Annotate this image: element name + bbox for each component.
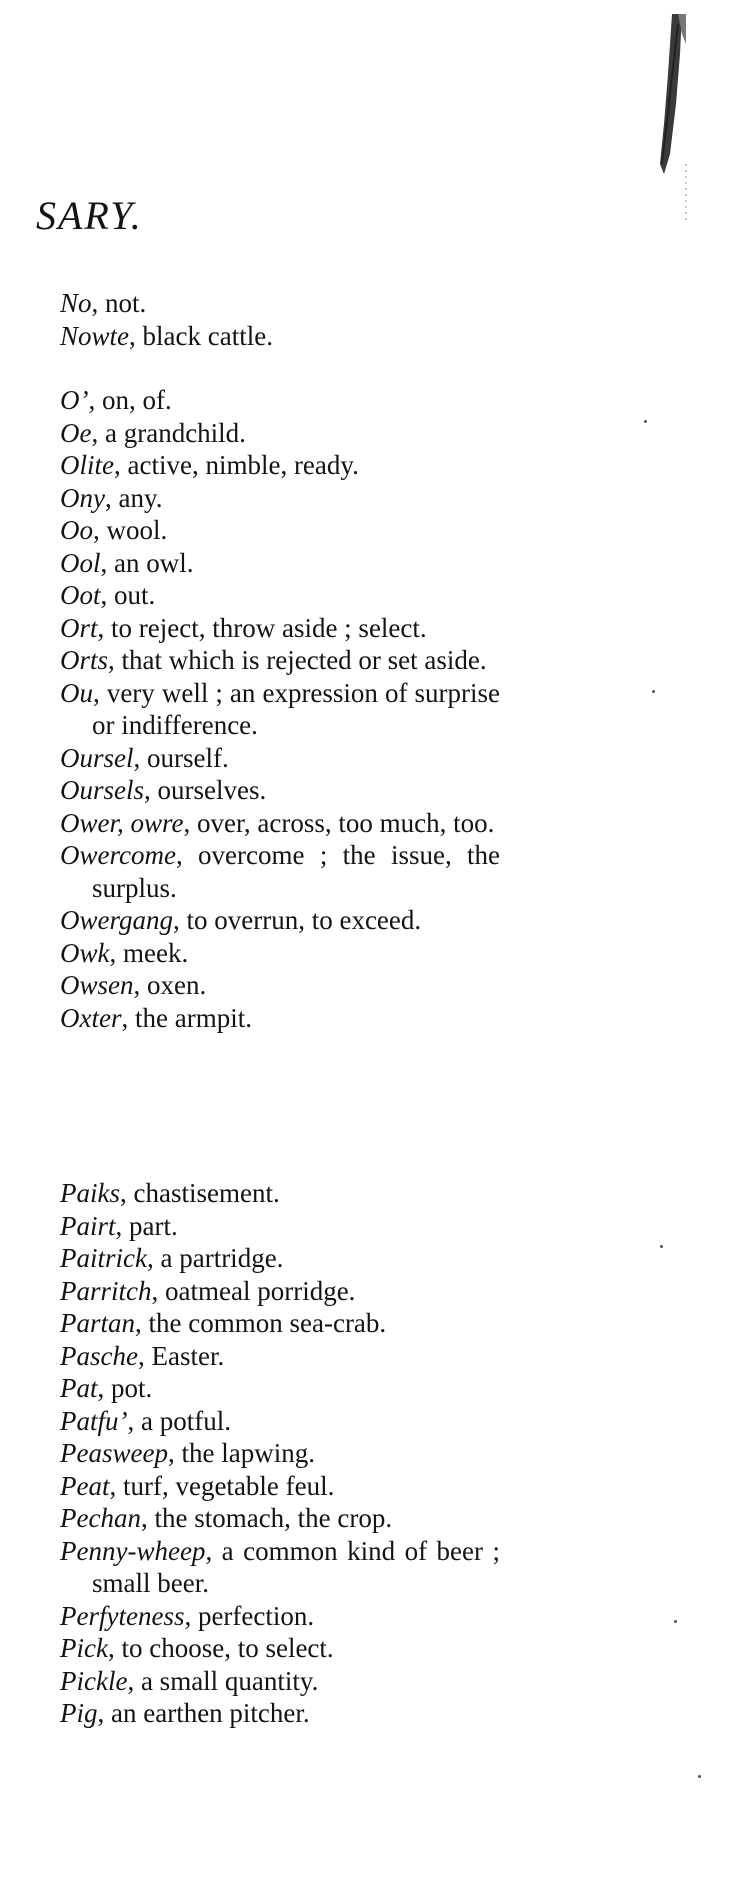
entry-headword: Oursel bbox=[60, 742, 134, 773]
entry-headword: Oo bbox=[60, 515, 93, 545]
entry-definition: perfection. bbox=[197, 1600, 315, 1631]
entry-headword: Pickle bbox=[60, 1665, 128, 1696]
entry-separator: , bbox=[127, 1405, 141, 1436]
glossary-entry bbox=[60, 1340, 500, 1373]
entry-separator: , bbox=[104, 482, 119, 513]
entry-headword: Oxter bbox=[60, 1002, 122, 1033]
entry-separator: , bbox=[151, 1275, 165, 1306]
entry-separator: , bbox=[108, 645, 122, 675]
entry-definition: Easter. bbox=[151, 1340, 225, 1371]
entry-headword: Oursels bbox=[60, 775, 145, 805]
entry-separator: , bbox=[140, 1503, 155, 1533]
entry-separator: , bbox=[144, 775, 158, 805]
glossary-entry bbox=[60, 482, 500, 515]
running-header: SARY. bbox=[36, 193, 143, 238]
entry-headword: O’ bbox=[60, 385, 89, 415]
entry-headword: Orts bbox=[60, 645, 109, 675]
entry-separator: , bbox=[137, 1340, 152, 1371]
entry-headword: Owsen bbox=[60, 970, 134, 1000]
glossary-entry bbox=[60, 1470, 500, 1503]
glossary-entry bbox=[60, 937, 500, 970]
entry-headword: Owk bbox=[60, 937, 110, 968]
entry-definition: overcome ; the issue, the surplus. bbox=[92, 840, 501, 903]
entry-definition: that which is rejected or set aside. bbox=[121, 645, 487, 675]
glossary-entry bbox=[60, 1210, 500, 1243]
glossary-entry bbox=[60, 742, 500, 775]
entry-separator: , bbox=[129, 320, 143, 351]
margin-speck bbox=[652, 690, 655, 693]
glossary-entry bbox=[60, 1535, 500, 1600]
entry-separator: , bbox=[100, 547, 114, 578]
glossary-entry bbox=[60, 547, 500, 580]
entry-headword: Peasweep bbox=[60, 1438, 168, 1468]
entry-headword: Owercome bbox=[60, 840, 176, 870]
glossary-entry bbox=[60, 677, 500, 742]
entry-definition: a small quantity. bbox=[140, 1665, 319, 1696]
entry-headword: Ower, owre bbox=[60, 807, 184, 838]
entry-definition: to choose, to select. bbox=[121, 1633, 334, 1663]
entry-separator: , bbox=[93, 515, 107, 545]
entry-definition: to overrun, to exceed. bbox=[186, 905, 422, 935]
entry-definition: meek. bbox=[123, 937, 189, 968]
glossary-entry bbox=[60, 579, 500, 612]
entry-headword: Paiks bbox=[60, 1178, 120, 1208]
glossary-entry bbox=[60, 1600, 500, 1633]
entry-definition: the armpit. bbox=[134, 1002, 252, 1033]
glossary-entry bbox=[60, 1242, 500, 1275]
glossary-entry bbox=[60, 1002, 500, 1035]
entry-definition: an earthen pitcher. bbox=[111, 1698, 310, 1728]
entry-separator: , bbox=[109, 937, 123, 968]
entry-separator: , bbox=[167, 1438, 182, 1468]
entry-definition: chastisement. bbox=[133, 1178, 280, 1208]
glossary-entry bbox=[60, 1372, 500, 1405]
entry-headword: Patfu’ bbox=[60, 1405, 128, 1436]
entry-separator: , bbox=[135, 1308, 149, 1338]
entry-definition: oxen. bbox=[147, 970, 207, 1000]
entry-definition: active, nimble, ready. bbox=[127, 450, 359, 480]
entry-headword: Owergang bbox=[60, 905, 173, 935]
entry-headword: Ool bbox=[60, 547, 101, 578]
entry-definition: an owl. bbox=[114, 547, 194, 578]
entry-definition: wool. bbox=[106, 515, 168, 545]
glossary-entry bbox=[60, 807, 500, 840]
entry-separator: , bbox=[100, 580, 114, 610]
entry-headword: Penny-wheep bbox=[60, 1535, 206, 1566]
entry-separator: , bbox=[184, 1600, 198, 1631]
entry-headword: Olite bbox=[60, 450, 114, 480]
entry-separator: , bbox=[121, 1002, 135, 1033]
margin-speck bbox=[644, 420, 647, 423]
glossary-entry bbox=[60, 1632, 500, 1665]
entry-headword: Ort bbox=[60, 612, 98, 643]
entry-separator: , bbox=[183, 807, 198, 838]
glossary-entry bbox=[60, 774, 500, 807]
glossary-entry bbox=[60, 644, 500, 677]
entry-headword: Perfyteness bbox=[60, 1600, 185, 1631]
entry-separator: , bbox=[173, 905, 187, 935]
entry-definition: black cattle. bbox=[142, 320, 273, 351]
glossary-entry bbox=[60, 1665, 500, 1698]
entry-separator: , bbox=[91, 288, 106, 318]
entry-definition: a potful. bbox=[141, 1405, 231, 1436]
entry-definition: a grandchild. bbox=[104, 417, 246, 448]
entry-separator: , bbox=[97, 1698, 111, 1728]
glossary-group-o bbox=[60, 384, 500, 1034]
entry-definition: pot. bbox=[111, 1373, 153, 1403]
glossary-entry bbox=[60, 320, 500, 353]
entry-separator: , bbox=[114, 450, 128, 480]
entry-definition: not. bbox=[105, 288, 147, 318]
glossary-entry bbox=[60, 1307, 500, 1340]
glossary-entry bbox=[60, 969, 500, 1002]
entry-definition: a partridge. bbox=[160, 1243, 284, 1273]
entry-headword: Pairt bbox=[60, 1210, 116, 1241]
entry-definition: ourselves. bbox=[157, 775, 267, 805]
glossary-entry bbox=[60, 449, 500, 482]
entry-headword: Nowte bbox=[60, 320, 130, 351]
glossary-group-n bbox=[60, 287, 500, 352]
entry-separator: , bbox=[88, 385, 102, 415]
page-edge-shadow bbox=[656, 14, 734, 274]
entry-separator: , bbox=[97, 612, 112, 643]
glossary-entry bbox=[60, 1697, 500, 1730]
entry-headword: Paitrick bbox=[60, 1243, 147, 1273]
entry-headword: Ony bbox=[60, 482, 105, 513]
glossary-entry bbox=[60, 384, 500, 417]
entry-separator: , bbox=[91, 417, 105, 448]
entry-definition: the common sea-crab. bbox=[148, 1308, 387, 1338]
entry-headword: Oe bbox=[60, 417, 92, 448]
entry-definition: part. bbox=[129, 1210, 178, 1241]
entry-headword: No bbox=[60, 288, 92, 318]
entry-headword: Pasche bbox=[60, 1340, 138, 1371]
glossary-group-p bbox=[60, 1177, 500, 1730]
margin-speck bbox=[674, 1620, 677, 1623]
glossary-entry bbox=[60, 1502, 500, 1535]
entry-separator: , bbox=[93, 677, 107, 708]
glossary-entry bbox=[60, 1275, 500, 1308]
entry-headword: Pat bbox=[60, 1373, 98, 1403]
entry-headword: Parritch bbox=[60, 1275, 152, 1306]
entry-definition: very well ; an expression of surprise or indifference. bbox=[92, 677, 501, 740]
glossary-entry bbox=[60, 417, 500, 450]
entry-definition: the lapwing. bbox=[181, 1438, 315, 1468]
margin-speck bbox=[698, 1775, 701, 1778]
entry-separator: , bbox=[127, 1665, 141, 1696]
entry-separator: , bbox=[120, 1178, 134, 1208]
glossary-entry bbox=[60, 1437, 500, 1470]
entry-headword: Peat bbox=[60, 1470, 110, 1501]
entry-separator: , bbox=[205, 1535, 222, 1566]
entry-definition: turf, vegetable feul. bbox=[122, 1470, 335, 1501]
entry-separator: , bbox=[133, 970, 147, 1000]
entry-definition: a common kind of beer ; small beer. bbox=[92, 1535, 500, 1598]
entry-headword: Partan bbox=[60, 1308, 136, 1338]
entry-headword: Oot bbox=[60, 580, 101, 610]
glossary-entry bbox=[60, 839, 500, 904]
entry-separator: , bbox=[107, 1633, 122, 1663]
glossary-entry bbox=[60, 1177, 500, 1210]
entry-definition: out. bbox=[114, 580, 156, 610]
margin-speck bbox=[660, 1245, 663, 1248]
entry-headword: Pig bbox=[60, 1698, 98, 1728]
glossary-entry bbox=[60, 287, 500, 320]
entry-definition: oatmeal porridge. bbox=[165, 1275, 356, 1306]
entry-separator: , bbox=[115, 1210, 130, 1241]
entry-definition: ourself. bbox=[147, 742, 229, 773]
glossary-entry bbox=[60, 904, 500, 937]
entry-definition: over, across, too much, too. bbox=[197, 807, 495, 838]
entry-definition: the stomach, the crop. bbox=[154, 1503, 393, 1533]
entry-definition: any. bbox=[118, 482, 163, 513]
entry-separator: , bbox=[175, 840, 199, 870]
entry-separator: , bbox=[97, 1373, 111, 1403]
entry-separator: , bbox=[146, 1243, 161, 1273]
glossary-entry bbox=[60, 612, 500, 645]
entry-definition: on, of. bbox=[102, 385, 172, 415]
entry-headword: Ou bbox=[60, 677, 93, 708]
glossary-entry bbox=[60, 1405, 500, 1438]
glossary-entry bbox=[60, 514, 500, 547]
entry-headword: Pick bbox=[60, 1633, 108, 1663]
entry-headword: Pechan bbox=[60, 1503, 141, 1533]
entry-definition: to reject, throw aside ; select. bbox=[111, 612, 427, 643]
entry-separator: , bbox=[133, 742, 147, 773]
entry-separator: , bbox=[109, 1470, 123, 1501]
